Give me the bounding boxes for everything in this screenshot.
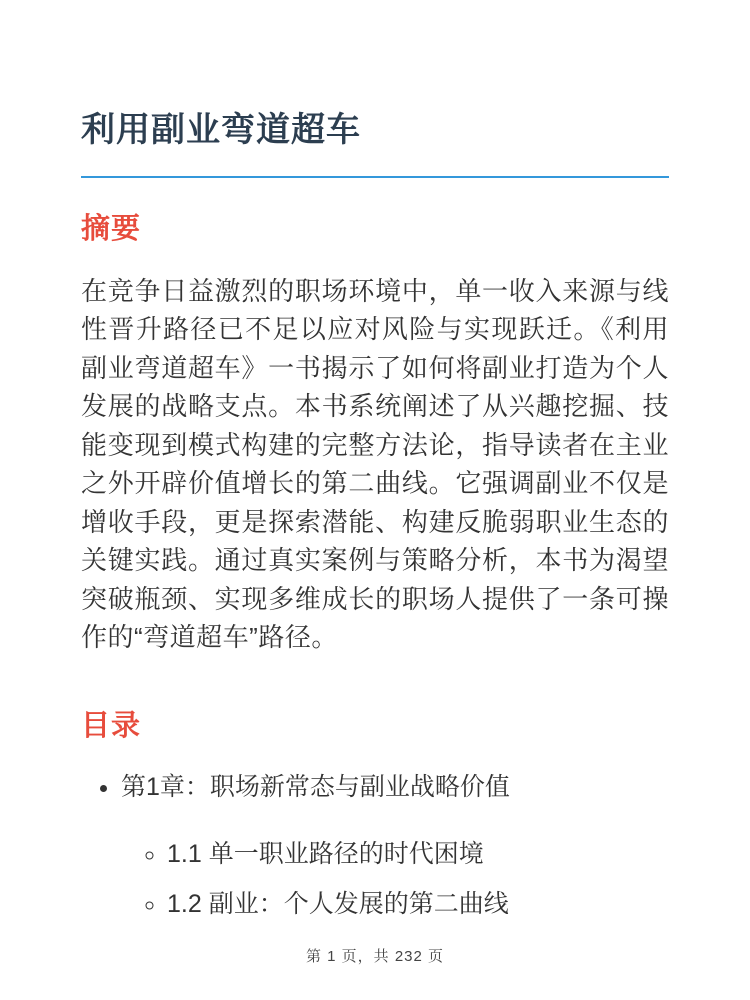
toc-sub-item-label: 1.1 单一职业路径的时代困境 (167, 840, 484, 869)
toc-heading: 目录 (81, 709, 142, 742)
toc-chapter-label: 第1章：职场新常态与副业战略价值 (121, 772, 510, 801)
summary-heading: 摘要 (81, 212, 142, 245)
toc-sub-item-label: 1.2 副业：个人发展的第二曲线 (167, 890, 509, 919)
toc-sub-item (167, 888, 669, 922)
title-divider (81, 176, 669, 178)
page-title: 利用副业弯道超车 (81, 111, 361, 149)
toc-sub-item (167, 838, 669, 872)
summary-paragraph: 在竞争日益激烈的职场环境中，单一收入来源与线性晋升路径已不足以应对风险与实现跃迁。《利用副业弯道超车》一书揭示了如何将副业打造为个人发展的战略支点。本书系统阐述了从兴趣挖掘、技能变现到模式构建的完整方法论，指导读者在主业之外开辟价值增长的第二曲线。它强调副业不仅是增收手段，更是探索潜能、构建反脆弱职业生态的关键实践。通过真实案例与策略分析，本书为渴望突破瓶颈、实现多维成长的职场人提供了一条可操作的“弯道超车”路径。 (81, 275, 669, 653)
toc-list (81, 771, 669, 922)
page-content (81, 0, 669, 922)
toc-chapter-item (121, 771, 669, 922)
page-number-indicator: 第 1 页，共 232 页 (305, 948, 445, 965)
toc-sublist (121, 838, 669, 922)
